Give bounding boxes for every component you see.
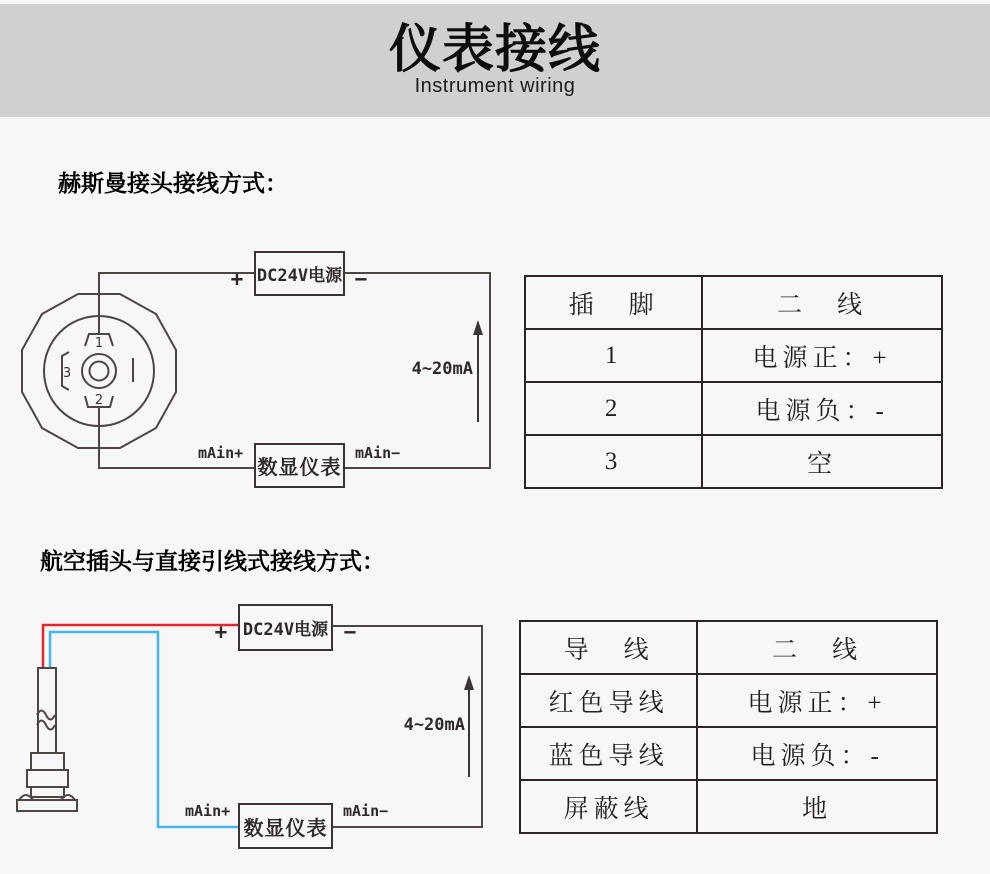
- table-cell: 电源负：-: [702, 382, 942, 435]
- table-header-cell: 导 线: [520, 621, 697, 674]
- table-header-cell: 插 脚: [525, 276, 702, 329]
- probe-break-mark: [37, 711, 55, 730]
- table-row: [525, 329, 942, 382]
- table-cell: 电源负：-: [697, 727, 937, 780]
- probe-nut-2: [27, 770, 68, 787]
- pin1-label: 1: [94, 336, 104, 351]
- table-cell: 电源正：+: [702, 329, 942, 382]
- current-label-1: 4~20mA: [411, 359, 473, 379]
- table-cell: 电源正：+: [697, 674, 937, 727]
- pin2-label: 2: [94, 393, 104, 408]
- table-cell: 蓝色导线: [520, 727, 697, 780]
- page-title: 仪表接线: [388, 20, 601, 79]
- main-plus-label-1: mAin+: [198, 444, 244, 462]
- main-minus-label-2: mAin−: [343, 802, 389, 820]
- main-minus-label-1: mAin−: [355, 444, 401, 462]
- table-cell: 地: [697, 780, 937, 833]
- meter-box-1: 数显仪表: [254, 443, 345, 488]
- table-header-cell: 二 线: [702, 276, 942, 329]
- blue-wire: [50, 632, 238, 827]
- pin3-label: 3: [62, 366, 72, 381]
- table-row: [520, 727, 937, 780]
- current-arrow-head: [473, 320, 483, 335]
- table-cell: 屏蔽线: [520, 780, 697, 833]
- pin-assignment-table: [524, 275, 943, 489]
- table-row: [525, 382, 942, 435]
- section1-heading: 赫斯曼接头接线方式：: [58, 170, 288, 196]
- page-subtitle: Instrument wiring: [414, 75, 576, 98]
- table-cell: 红色导线: [520, 674, 697, 727]
- header-band: [0, 4, 990, 117]
- current-label-2: 4~20mA: [403, 715, 465, 735]
- connector-center-hole: [90, 362, 109, 381]
- table-row: [520, 780, 937, 833]
- probe-flange: [17, 800, 77, 811]
- main-plus-label-2: mAin+: [185, 802, 231, 820]
- table-cell: 空: [702, 435, 942, 488]
- plus-sign-2: +: [214, 620, 228, 644]
- minus-sign-1: −: [354, 267, 368, 291]
- table-cell: 2: [525, 382, 702, 435]
- table-row: [525, 435, 942, 488]
- current-arrow-head: [464, 675, 474, 690]
- plus-sign-1: +: [230, 267, 244, 291]
- power-supply-box-2: DC24V电源: [238, 604, 333, 651]
- wire-assignment-table: [519, 620, 938, 834]
- table-row: [525, 276, 942, 329]
- section2-heading: 航空插头与直接引线式接线方式：: [40, 548, 385, 574]
- minus-sign-2: −: [343, 620, 357, 644]
- table-row: [520, 674, 937, 727]
- probe-nut-1: [31, 753, 64, 770]
- table-cell: 3: [525, 435, 702, 488]
- table-cell: 1: [525, 329, 702, 382]
- table-header-cell: 二 线: [697, 621, 937, 674]
- meter-box-2: 数显仪表: [238, 803, 333, 849]
- table-row: [520, 621, 937, 674]
- power-supply-box-1: DC24V电源: [254, 251, 345, 296]
- probe-neck: [31, 787, 64, 797]
- connector-center-ring: [82, 354, 116, 388]
